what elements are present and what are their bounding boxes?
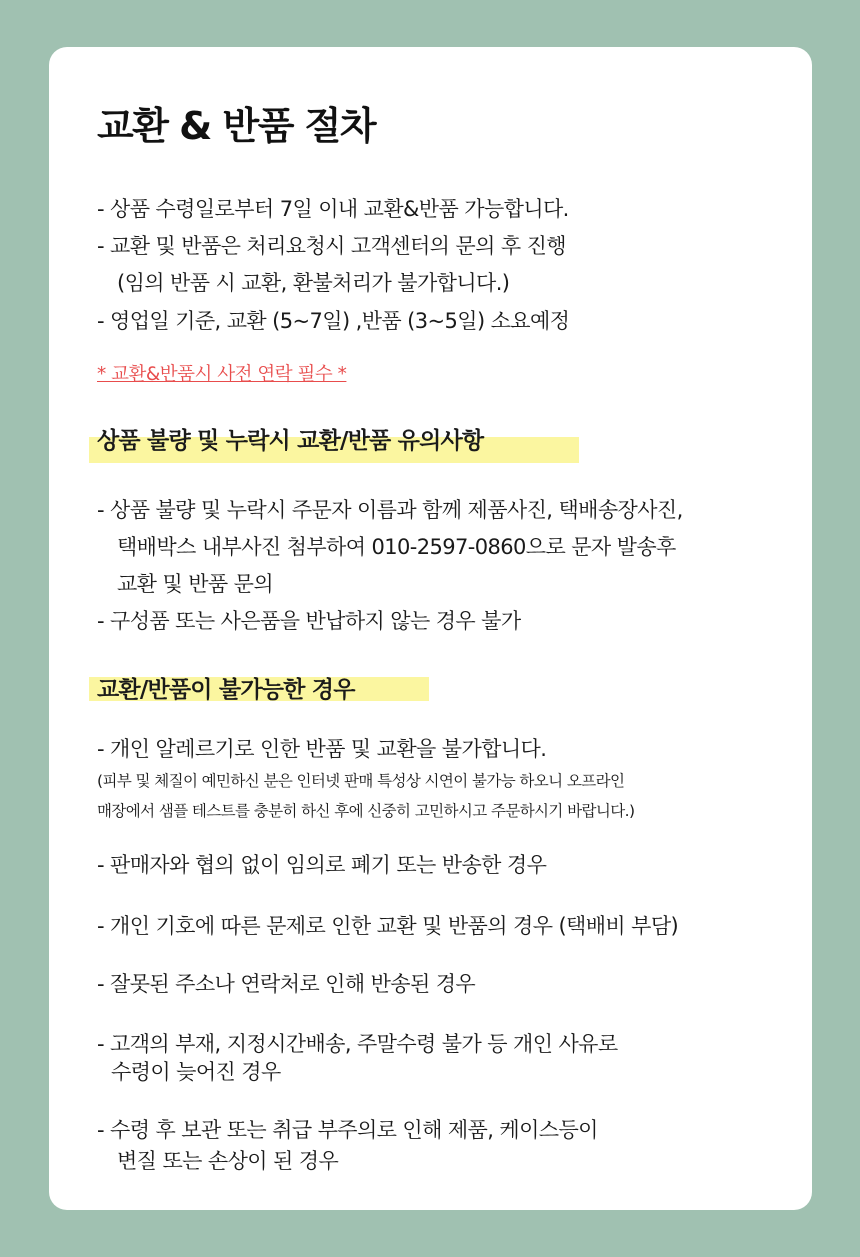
defect-line-1: - 상품 불량 및 누락시 주문자 이름과 함께 제품사진, 택배송장사진, (97, 498, 683, 522)
allergy-note-line-1: (피부 및 체질이 예민하신 분은 인터넷 판매 특성상 시연이 불가능 하오니 오프라인 (97, 772, 625, 790)
defect-heading: 상품 불량 및 누락시 교환/반품 유의사항 (97, 428, 484, 454)
page-title: 교환 & 반품 절차 (97, 104, 376, 148)
case-line-1: - 판매자와 협의 없이 임의로 폐기 또는 반송한 경우 (97, 853, 547, 877)
contact-required-notice: * 교환&반품시 사전 연락 필수 * (97, 364, 347, 385)
procedure-line-4: - 영업일 기준, 교환 (5~7일) ,반품 (3~5일) 소요예정 (97, 309, 570, 333)
case-line-2: - 개인 기호에 따른 문제로 인한 교환 및 반품의 경우 (택배비 부담) (97, 914, 679, 938)
defect-line-3: 교환 및 반품 문의 (117, 572, 274, 596)
procedure-line-1: - 상품 수령일로부터 7일 이내 교환&반품 가능합니다. (97, 197, 569, 221)
damage-line-1: - 수령 후 보관 또는 취급 부주의로 인해 제품, 케이스등이 (97, 1118, 598, 1142)
absence-line-2: 수령이 늦어진 경우 (111, 1060, 281, 1084)
allergy-note-line-2: 매장에서 샘플 테스트를 충분히 하신 후에 신중히 고민하시고 주문하시기 바랍니다.) (97, 802, 635, 820)
procedure-line-3: (임의 반품 시 교환, 환불처리가 불가합니다.) (117, 271, 510, 295)
allergy-line: - 개인 알레르기로 인한 반품 및 교환을 불가합니다. (97, 737, 547, 761)
defect-line-4: - 구성품 또는 사은품을 반납하지 않는 경우 불가 (97, 609, 521, 633)
policy-card (49, 47, 812, 1210)
defect-line-2: 택배박스 내부사진 첨부하여 010-2597-0860으로 문자 발송후 (117, 535, 676, 559)
impossible-heading: 교환/반품이 불가능한 경우 (97, 677, 355, 703)
absence-line-1: - 고객의 부재, 지정시간배송, 주말수령 불가 등 개인 사유로 (97, 1032, 618, 1056)
damage-line-2: 변질 또는 손상이 된 경우 (117, 1149, 339, 1173)
case-line-3: - 잘못된 주소나 연락처로 인해 반송된 경우 (97, 972, 476, 996)
procedure-line-2: - 교환 및 반품은 처리요청시 고객센터의 문의 후 진행 (97, 234, 566, 258)
